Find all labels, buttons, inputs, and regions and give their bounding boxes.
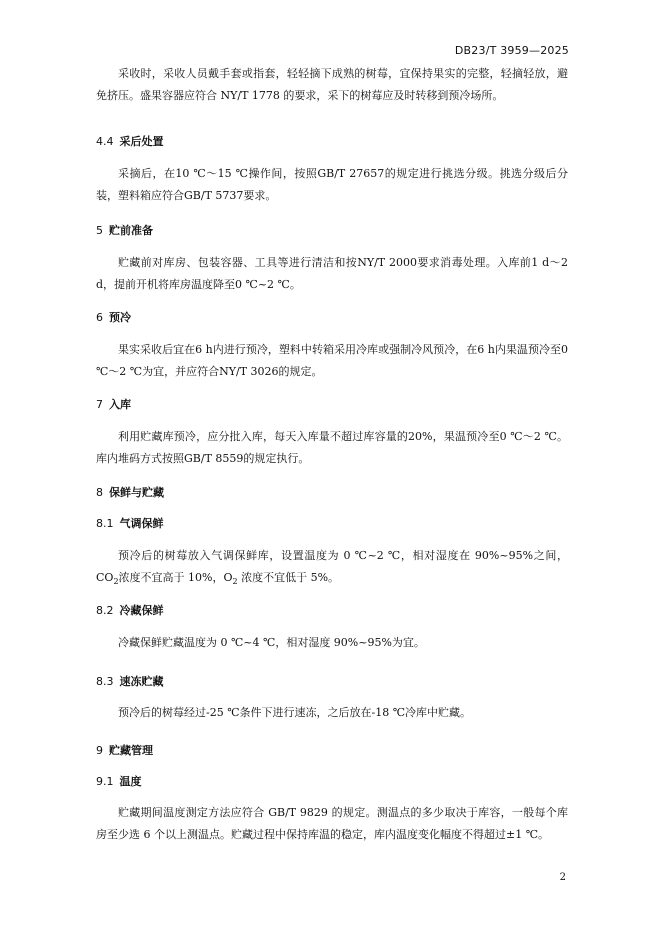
paragraph-precool: 果实采收后宜在6 h内进行预冷，塑料中转箱采用冷库或强制冷风预冷，在6 h内果温预冷至0 ℃～2 ℃为宜，并应符合NY/T 3026的规定。 <box>96 343 568 378</box>
heading-9 <box>96 742 153 758</box>
heading-8-3 <box>96 673 164 689</box>
paragraph-harvest: 采收时，采收人员戴手套或指套，轻轻摘下成熟的树莓，宜保持果实的完整，轻摘轻放，避免挤压。盛果容器应符合 NY/T 1778 的要求，采下的树莓应及时转移到预冷场所。 <box>96 67 568 102</box>
heading-9-1 <box>96 773 142 789</box>
heading-number: 5 <box>96 224 103 237</box>
text-run: 预冷后的树莓放入气调保鲜库，设置温度为 0 ℃~2 ℃，相对湿度在 90%~95%之间，CO <box>96 549 568 584</box>
heading-number: 8 <box>96 486 103 499</box>
text-run: 浓度不宜低于 5%。 <box>237 571 340 584</box>
heading-number: 8.1 <box>96 517 114 530</box>
heading-number: 9 <box>96 744 103 757</box>
heading-number: 4.4 <box>96 135 114 148</box>
heading-title: 温度 <box>119 775 142 788</box>
subscript: 2 <box>113 577 119 587</box>
heading-title: 气调保鲜 <box>119 517 164 530</box>
paragraph-warehousing: 利用贮藏库预冷，应分批入库，每天入库量不超过库容量的20%，果温预冷至0 ℃～2 ℃。库内堆码方式按照GB/T 8559的规定执行。 <box>96 430 568 465</box>
heading-4-4 <box>96 133 164 149</box>
heading-5 <box>96 222 153 238</box>
heading-number: 7 <box>96 398 103 411</box>
heading-title: 速冻贮藏 <box>119 675 164 688</box>
heading-number: 8.2 <box>96 604 114 617</box>
heading-title: 贮前准备 <box>109 224 153 237</box>
paragraph-temperature: 贮藏期间温度测定方法应符合 GB/T 9829 的规定。测温点的多少取决于库容，一般每个库房至少选 6 个以上测温点。贮藏过程中保持库温的稳定，库内温度变化幅度不得超过±1 ℃。 <box>96 806 568 841</box>
paragraph-quick-freeze: 预冷后的树莓经过-25 ℃条件下进行速冻，之后放在-18 ℃冷库中贮藏。 <box>118 706 472 719</box>
heading-8-2 <box>96 602 164 618</box>
heading-7 <box>96 396 131 412</box>
subscript: 2 <box>232 577 238 587</box>
document-number: DB23/T 3959—2025 <box>454 44 569 57</box>
heading-8 <box>96 484 164 500</box>
page-number: 2 <box>559 872 566 883</box>
paragraph-controlled-atmosphere <box>96 545 568 589</box>
heading-6 <box>96 309 131 325</box>
heading-number: 8.3 <box>96 675 114 688</box>
heading-title: 预冷 <box>109 311 131 324</box>
heading-title: 采后处置 <box>119 135 164 148</box>
heading-title: 入库 <box>109 398 131 411</box>
heading-title: 冷藏保鲜 <box>119 604 164 617</box>
paragraph-post-harvest: 采摘后，在10 ℃～15 ℃操作间，按照GB/T 27657的规定进行挑选分级。挑选分级后分装，塑料箱应符合GB/T 5737要求。 <box>96 167 568 202</box>
paragraph-storage-prep: 贮藏前对库房、包装容器、工具等进行清洁和按NY/T 2000要求消毒处理。入库前1 d～2 d，提前开机将库房温度降至0 ℃~2 ℃。 <box>96 256 568 291</box>
heading-number: 9.1 <box>96 775 114 788</box>
paragraph-cold-storage: 冷藏保鲜贮藏温度为 0 ℃~4 ℃，相对湿度 90%~95%为宜。 <box>118 636 425 649</box>
heading-8-1 <box>96 515 164 531</box>
heading-number: 6 <box>96 311 103 324</box>
heading-title: 保鲜与贮藏 <box>109 486 164 499</box>
heading-title: 贮藏管理 <box>109 744 153 757</box>
text-run: 浓度不宜高于 10%，O <box>118 571 233 584</box>
